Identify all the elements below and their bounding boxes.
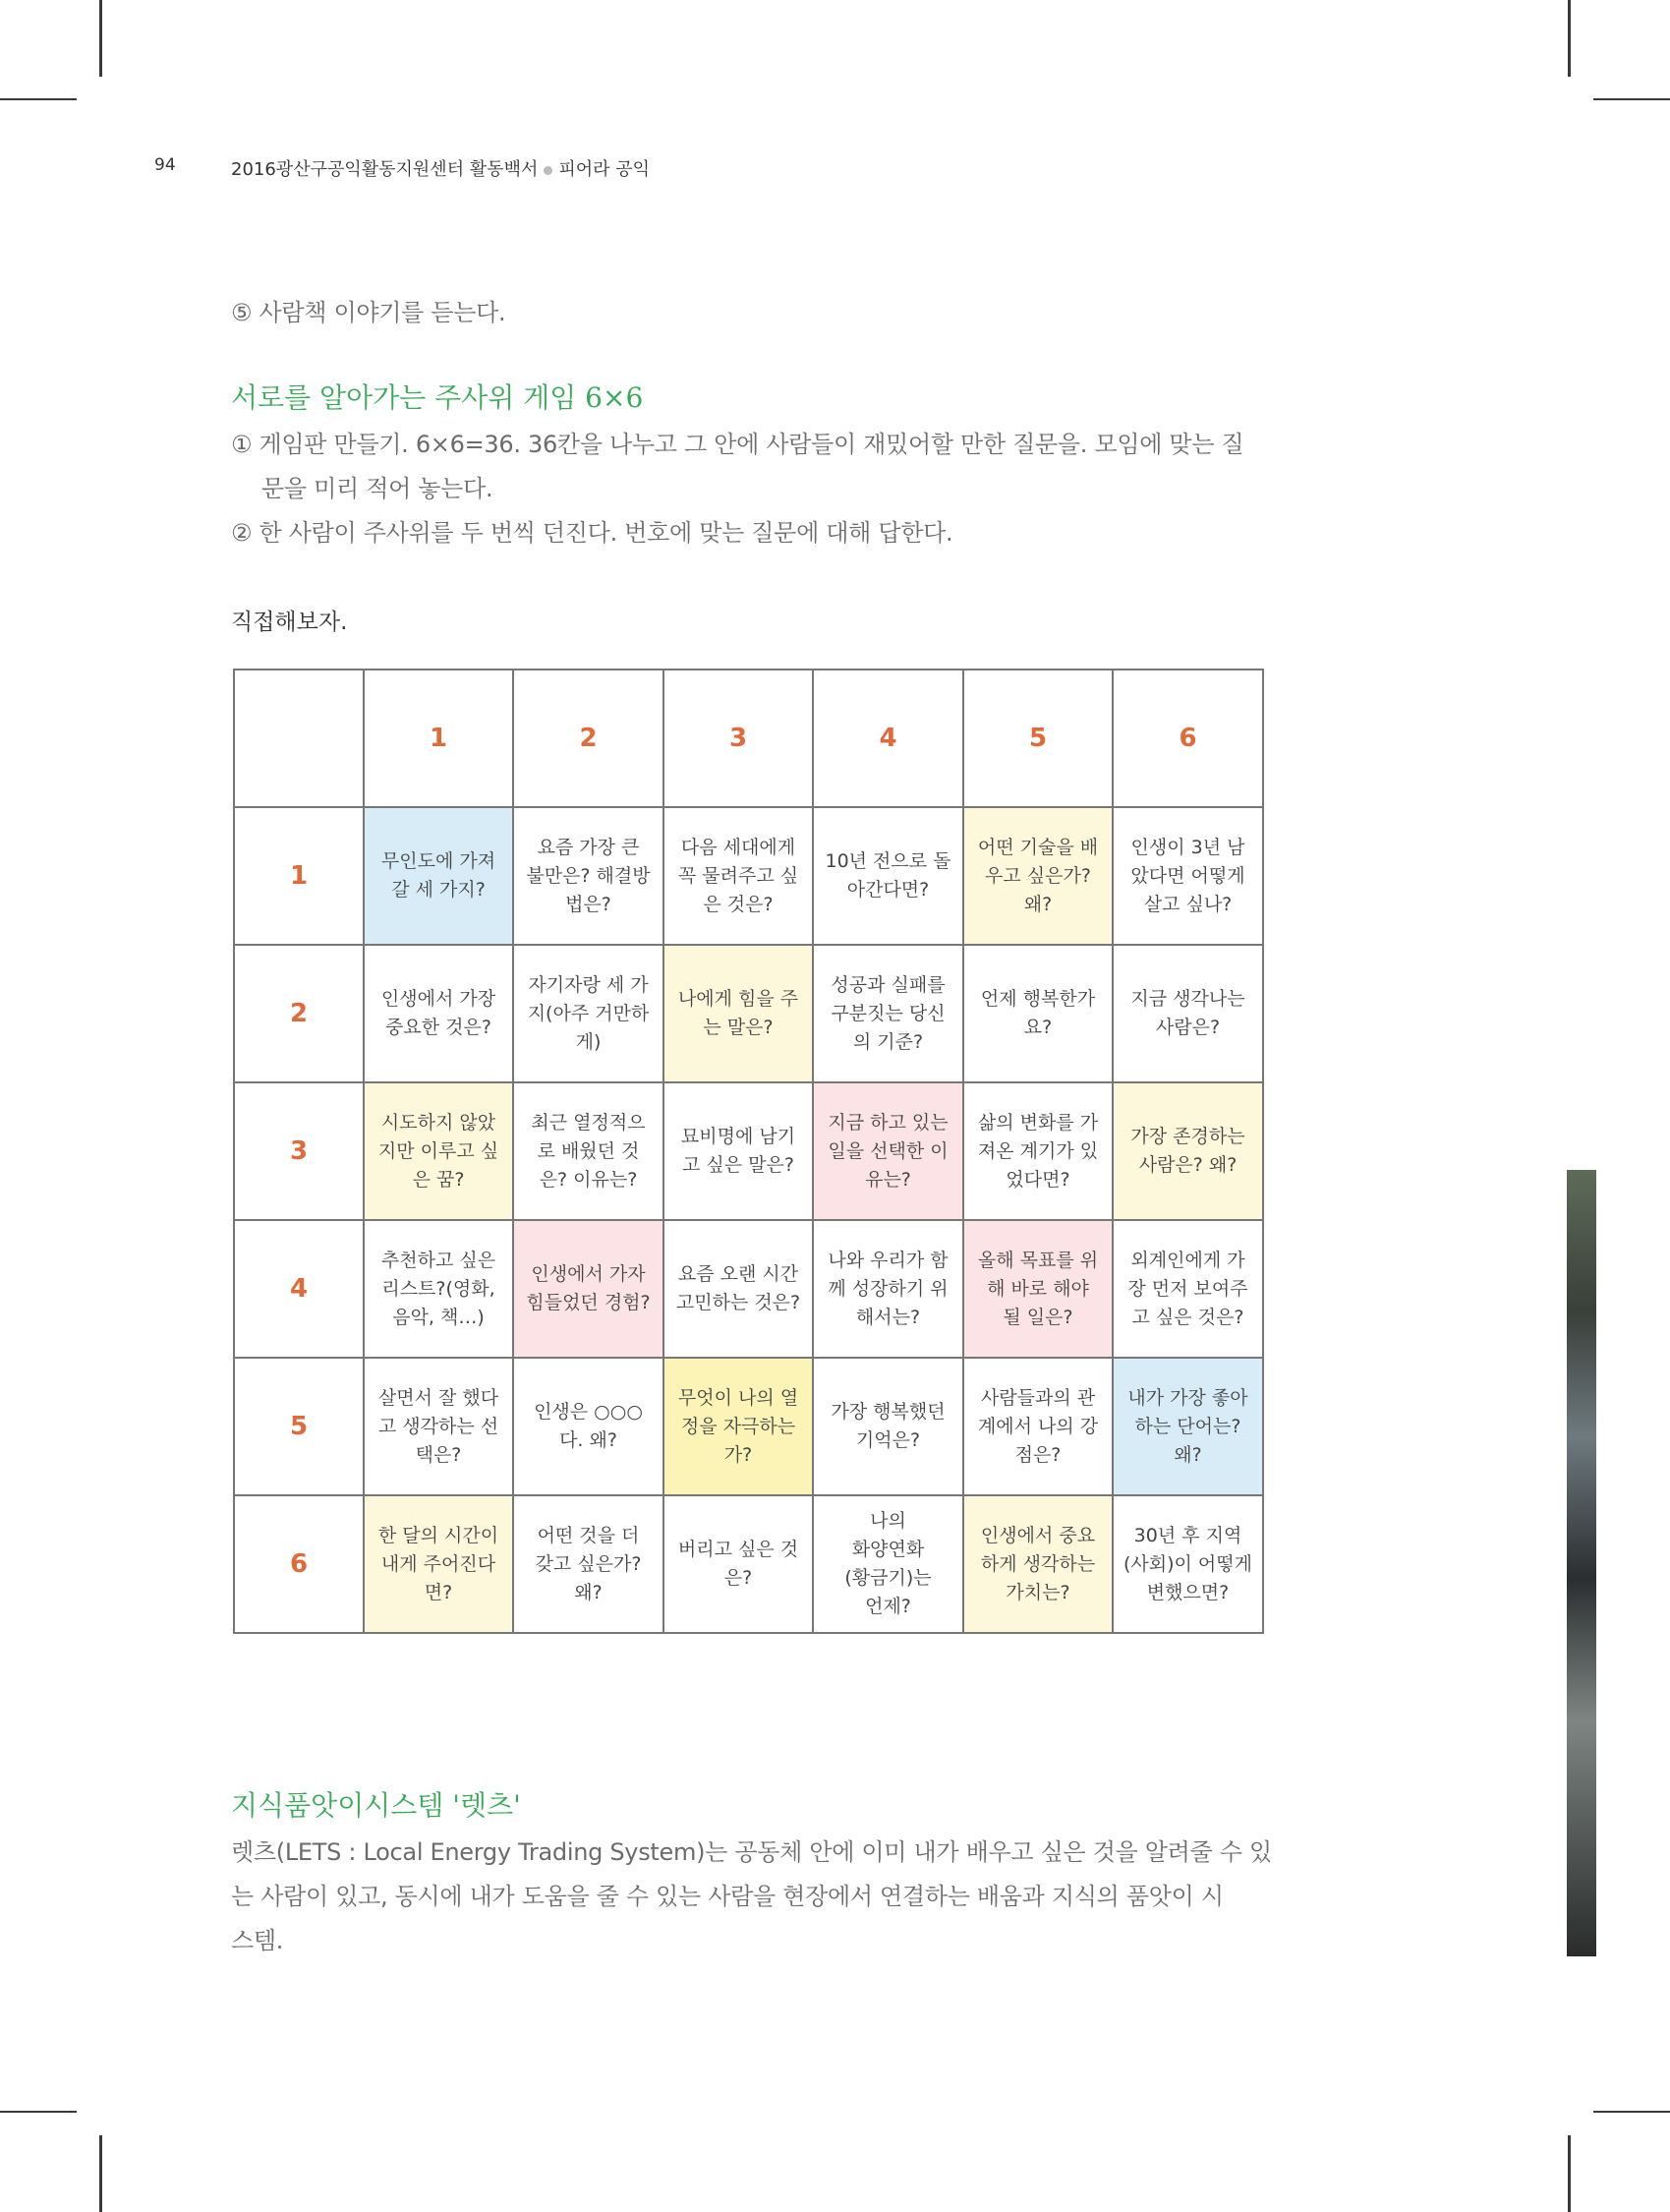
question-cell: 인생에서 중요 하게 생각하는 가치는? bbox=[963, 1495, 1113, 1633]
question-cell: 요즘 오랜 시간 고민하는 것은? bbox=[663, 1220, 813, 1358]
lets-line1: 렛츠(LETS : Local Energy Trading System)는 공동체 안에 이미 내가 배우고 싶은 것을 알려줄 수 있 bbox=[231, 1838, 1272, 1866]
grid-row bbox=[234, 1495, 1263, 1633]
dice-step1-line1: ① 게임판 만들기. 6×6=36. 36칸을 나누고 그 안에 사람들이 재밌어할 만한 질문을. 모임에 맞는 질 bbox=[231, 431, 1244, 458]
question-cell: 나의 화양연화 (황금기)는 언제? bbox=[813, 1495, 963, 1633]
column-number: 2 bbox=[513, 669, 663, 807]
question-cell: 올해 목표를 위 해 바로 해야 될 일은? bbox=[963, 1220, 1113, 1358]
intro-step: ⑤ 사람책 이야기를 듣는다. bbox=[231, 299, 506, 326]
question-cell: 살면서 잘 했다 고 생각하는 선 택은? bbox=[364, 1358, 513, 1495]
question-cell: 외계인에게 가 장 먼저 보여주 고 싶은 것은? bbox=[1113, 1220, 1263, 1358]
question-cell: 어떤 것을 더 갖고 싶은가? 왜? bbox=[513, 1495, 663, 1633]
question-cell: 다음 세대에게 꼭 물려주고 싶 은 것은? bbox=[663, 807, 813, 945]
grid-row bbox=[234, 1082, 1263, 1220]
question-cell: 자기자랑 세 가 지(아주 거만하 게) bbox=[513, 945, 663, 1082]
row-number: 4 bbox=[234, 1220, 364, 1358]
bullet-dot-icon bbox=[544, 166, 552, 175]
question-cell: 요즘 가장 큰 불만은? 해결방 법은? bbox=[513, 807, 663, 945]
question-cell: 30년 후 지역 (사회)이 어떻게 변했으면? bbox=[1113, 1495, 1263, 1633]
column-number: 6 bbox=[1113, 669, 1263, 807]
question-cell: 10년 전으로 돌 아간다면? bbox=[813, 807, 963, 945]
row-number: 2 bbox=[234, 945, 364, 1082]
question-cell: 최근 열정적으 로 배웠던 것 은? 이유는? bbox=[513, 1082, 663, 1220]
section-heading-dice: 서로를 알아가는 주사위 게임 6×6 bbox=[231, 381, 644, 414]
question-cell: 무인도에 가져 갈 세 가지? bbox=[364, 807, 513, 945]
row-number: 5 bbox=[234, 1358, 364, 1495]
question-cell: 성공과 실패를 구분짓는 당신 의 기준? bbox=[813, 945, 963, 1082]
question-cell: 추천하고 싶은 리스트?(영화, 음악, 책…) bbox=[364, 1220, 513, 1358]
question-cell: 가장 존경하는 사람은? 왜? bbox=[1113, 1082, 1263, 1220]
grid-row bbox=[234, 945, 1263, 1082]
question-cell: 삶의 변화를 가 져온 계기가 있 었다면? bbox=[963, 1082, 1113, 1220]
question-cell: 내가 가장 좋아 하는 단어는? 왜? bbox=[1113, 1358, 1263, 1495]
grid-row bbox=[234, 1358, 1263, 1495]
question-cell: 시도하지 않았 지만 이루고 싶 은 꿈? bbox=[364, 1082, 513, 1220]
row-number: 6 bbox=[234, 1495, 364, 1633]
column-number: 4 bbox=[813, 669, 963, 807]
grid-row bbox=[234, 1220, 1263, 1358]
question-cell: 나와 우리가 함 께 성장하기 위 해서는? bbox=[813, 1220, 963, 1358]
grid-row bbox=[234, 807, 1263, 945]
question-cell: 인생은 ○○○ 다. 왜? bbox=[513, 1358, 663, 1495]
row-number: 1 bbox=[234, 807, 364, 945]
column-number: 3 bbox=[663, 669, 813, 807]
crop-mark bbox=[1568, 0, 1571, 77]
row-number: 3 bbox=[234, 1082, 364, 1220]
page-number: 94 bbox=[154, 155, 176, 175]
question-cell: 한 달의 시간이 내게 주어진다 면? bbox=[364, 1495, 513, 1633]
question-cell: 인생에서 가자 힘들었던 경험? bbox=[513, 1220, 663, 1358]
grid-corner-cell bbox=[234, 669, 364, 807]
crop-mark bbox=[99, 0, 102, 77]
lets-line3: 스템. bbox=[231, 1927, 284, 1954]
crop-mark bbox=[1593, 2111, 1670, 2113]
question-cell: 인생에서 가장 중요한 것은? bbox=[364, 945, 513, 1082]
section-heading-lets: 지식품앗이시스템 '렛츠' bbox=[231, 1789, 521, 1822]
question-cell: 가장 행복했던 기억은? bbox=[813, 1358, 963, 1495]
running-header bbox=[231, 155, 650, 181]
crop-mark bbox=[0, 98, 77, 100]
question-cell: 묘비명에 남기 고 싶은 말은? bbox=[663, 1082, 813, 1220]
column-number: 5 bbox=[963, 669, 1113, 807]
crop-mark bbox=[0, 2111, 77, 2113]
question-cell: 언제 행복한가 요? bbox=[963, 945, 1113, 1082]
question-cell: 지금 하고 있는 일을 선택한 이 유는? bbox=[813, 1082, 963, 1220]
question-cell: 무엇이 나의 열 정을 자극하는 가? bbox=[663, 1358, 813, 1495]
question-cell: 사람들과의 관 계에서 나의 강 점은? bbox=[963, 1358, 1113, 1495]
question-cell: 인생이 3년 남 았다면 어떻게 살고 싶나? bbox=[1113, 807, 1263, 945]
question-cell: 나에게 힘을 주 는 말은? bbox=[663, 945, 813, 1082]
crop-mark bbox=[99, 2135, 102, 2212]
dice-question-grid bbox=[233, 669, 1264, 1634]
crop-mark bbox=[1593, 98, 1670, 100]
question-cell: 어떤 기술을 배 우고 싶은가? 왜? bbox=[963, 807, 1113, 945]
crop-mark bbox=[1568, 2135, 1571, 2212]
dice-step2: ② 한 사람이 주사위를 두 번씩 던진다. 번호에 맞는 질문에 대해 답한다. bbox=[231, 519, 953, 547]
lets-line2: 는 사람이 있고, 동시에 내가 도움을 줄 수 있는 사람을 현장에서 연결하는 배움과 지식의 품앗이 시 bbox=[231, 1883, 1224, 1910]
try-label: 직접해보자. bbox=[231, 610, 348, 635]
header-title: 2016광산구공익활동지원센터 활동백서 bbox=[231, 159, 539, 180]
grid-header-row bbox=[234, 669, 1263, 807]
question-cell: 지금 생각나는 사람은? bbox=[1113, 945, 1263, 1082]
question-cell: 버리고 싶은 것 은? bbox=[663, 1495, 813, 1633]
facing-page-photo-edge bbox=[1567, 1170, 1596, 1956]
header-section: 피어라 공익 bbox=[558, 159, 651, 180]
column-number: 1 bbox=[364, 669, 513, 807]
dice-step1-line2: 문을 미리 적어 놓는다. bbox=[261, 475, 493, 502]
